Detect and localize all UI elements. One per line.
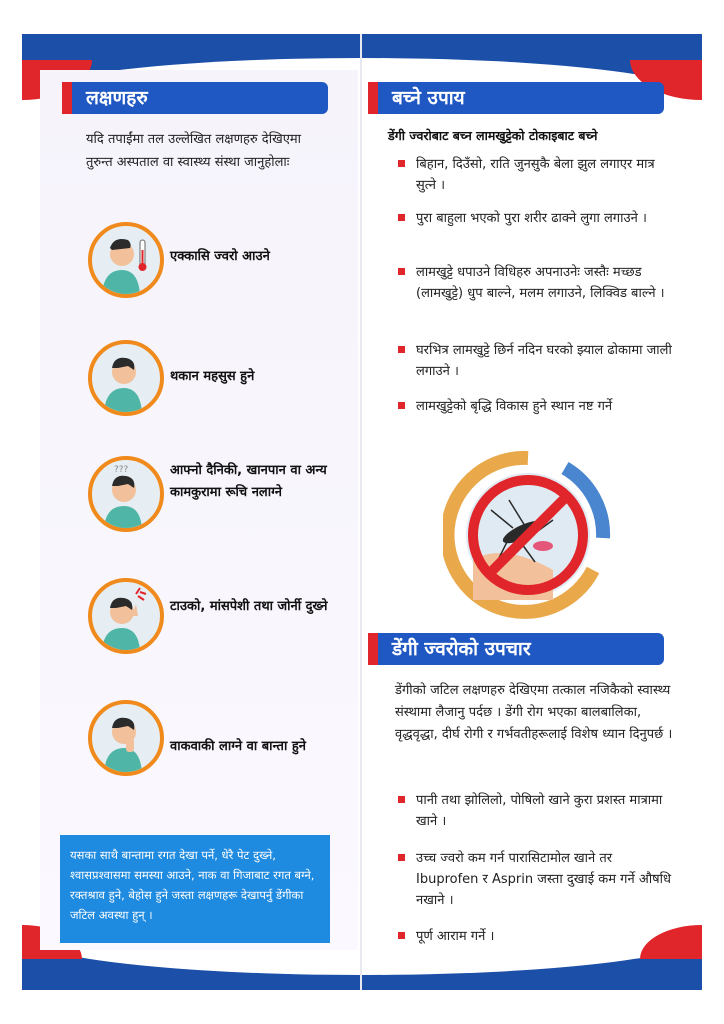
prevention-item: पुरा बाहुला भएको पुरा शरीर ढाक्ने लुगा लगाउने । xyxy=(398,208,678,229)
treatment-item: उच्च ज्वरो कम गर्न पारासिटामोल खाने तर Ibuprofen र Asprin जस्ता दुखाई कम गर्ने औषधि नखाने । xyxy=(398,848,678,911)
prevention-item: लामखुट्टेको बृद्धि विकास हुने स्थान नष्ट गर्ने xyxy=(398,396,660,417)
confused-person-icon xyxy=(88,456,164,532)
headache-person-icon xyxy=(88,578,164,654)
bullet-square-icon xyxy=(398,796,405,803)
prevention-subheading: डेंगी ज्वरोबाट बच्न लामखुट्टेको टोकाइबाट बच्ने xyxy=(388,128,598,143)
bullet-square-icon xyxy=(398,402,405,409)
bullet-square-icon xyxy=(398,932,405,939)
treatment-item: पानी तथा झोलिलो, पोषिलो खाने कुरा प्रशस्त मात्रामा खाने । xyxy=(398,790,678,832)
symptom-text: आफ्नो दैनिकी, खानपान वा अन्य कामकुरामा रूचि नलाग्ने xyxy=(170,463,327,500)
treatment-paragraph: डेंगीको जटिल लक्षणहरु देखिएमा तत्काल नजिकैको स्वास्थ्य संस्थामा लैजानु पर्दछ । डेंगी रोग भएका बालबालिका, वृद्धवृद्धा, दीर्घ रोगी र गर्भवतीहरूलाई विशेष ध्यान दिनुपर्छ । xyxy=(395,683,673,742)
symptom-item xyxy=(88,456,338,540)
prevention-item: लामखुट्टे धपाउने विधिहरु अपनाउनेः जस्तैः मच्छड (लामखुट्टे) धुप बाल्ने, मलम लगाउने, लिक्विड बाल्ने । xyxy=(398,262,678,304)
symptom-text: एक्कासि ज्वरो आउने xyxy=(170,249,270,264)
nausea-person-icon xyxy=(88,700,164,776)
fold-line xyxy=(360,34,362,990)
tired-person-icon xyxy=(88,340,164,416)
symptom-item xyxy=(88,700,338,784)
fever-thermometer-icon xyxy=(88,222,164,298)
symptoms-heading: लक्षणहरु xyxy=(62,82,328,114)
symptom-text: टाउको, मांसपेशी तथा जोर्नी दुख्ने xyxy=(170,599,328,614)
treatment-item: पूर्ण आराम गर्ने । xyxy=(398,926,678,947)
warning-box: यसका साथै बान्तामा रगत देखा पर्ने, धेरै पेट दुख्ने, श्वासप्रश्वासमा समस्या आउने, नाक वा गिजाबाट रगत बग्ने, रक्तश्राव हुने, बेहोस हुने जस्ता लक्षणहरू देखापर्नु डेंगीका जटिल अवस्था हुन् । xyxy=(60,835,330,943)
symptom-item xyxy=(88,578,338,662)
symptom-item xyxy=(88,340,338,424)
bullet-square-icon xyxy=(398,268,405,275)
prevention-heading: बच्ने उपाय xyxy=(368,82,664,114)
no-mosquito-icon xyxy=(443,450,613,620)
symptom-text: वाकवाकी लाग्ने वा बान्ता हुने xyxy=(170,739,306,754)
prevention-item: बिहान, दिउँसो, राति जुनसुकै बेला झुल लगाएर मात्र सुत्ने । xyxy=(398,154,678,196)
prevention-item: घरभित्र लामखुट्टे छिर्न नदिन घरको झ्याल ढोकामा जाली लगाउने । xyxy=(398,340,678,382)
bullet-square-icon xyxy=(398,346,405,353)
symptoms-intro: यदि तपाईंमा तल उल्लेखित लक्षणहरु देखिएमा तुरुन्त अस्पताल वा स्वास्थ्य संस्था जानुहोलाः xyxy=(86,132,302,170)
svg-text:???: ??? xyxy=(114,465,129,475)
symptom-item xyxy=(88,222,338,306)
bullet-square-icon xyxy=(398,160,405,167)
treatment-heading: डेंगी ज्वरोको उपचार xyxy=(368,633,664,665)
bullet-square-icon xyxy=(398,214,405,221)
symptom-text: थकान महसुस हुने xyxy=(170,369,255,384)
bullet-square-icon xyxy=(398,854,405,861)
